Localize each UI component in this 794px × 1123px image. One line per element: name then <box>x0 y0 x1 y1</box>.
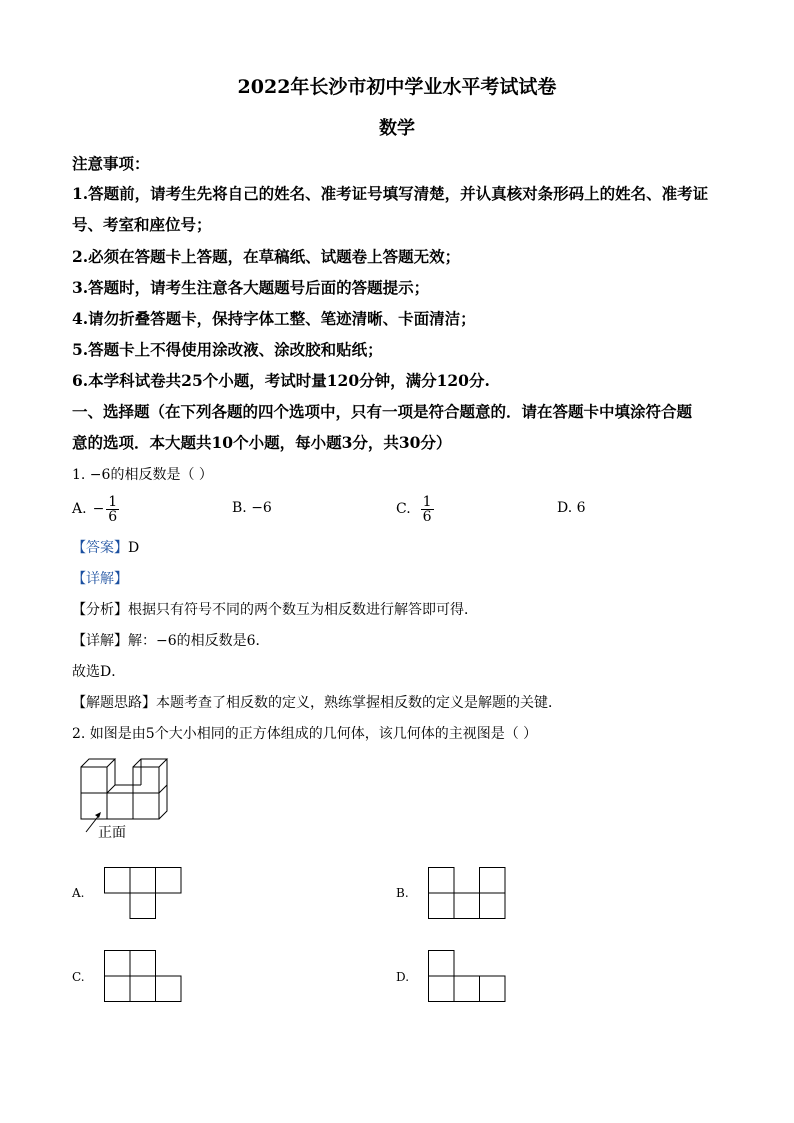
solution-text: 解：−6的相反数是6． <box>128 633 270 649</box>
notice-line-4: 3.答题时，请考生注意各大题题号后面的答题提示； <box>72 278 430 297</box>
notice-line-5: 4.请勿折叠答题卡，保持字体工整、笔迹清晰、卡面清洁； <box>72 309 476 328</box>
q1-conclusion: 故选D． <box>72 664 126 680</box>
q2-option-c-label: C. <box>72 970 85 984</box>
q2-option-d-figure <box>428 950 508 1004</box>
exam-title: 2022年长沙市初中学业水平考试试卷 <box>237 76 557 98</box>
q2-option-a-label: A. <box>72 886 85 900</box>
q2-option-d-label: D. <box>396 970 410 984</box>
notice-line-1: 1.答题前，请考生先将自己的姓名、准考证号填写清楚，并认真核对条形码上的姓名、准考证 <box>72 184 709 203</box>
subject-title: 数学 <box>379 118 415 139</box>
answer-tag: 【答案】 <box>72 540 128 556</box>
q1-option-c-fraction <box>421 495 434 524</box>
q2-option-a-figure <box>104 867 184 921</box>
q1-option-c-numerator: 1 <box>422 493 432 510</box>
section-heading-line-2: 意的选项．本大题共10个小题，每小题3分，共30分） <box>72 433 452 452</box>
q2-option-c-figure <box>104 950 184 1004</box>
q1-option-c-label: C. <box>396 501 411 517</box>
cube-figure <box>76 754 186 844</box>
q1-answer <box>72 537 139 557</box>
answer-value: D <box>128 540 140 556</box>
idea-text: 本题考查了相反数的定义，熟练掌握相反数的定义是解题的关键． <box>156 695 562 711</box>
analysis-tag: 【分析】 <box>72 602 128 618</box>
q1-idea <box>72 692 562 712</box>
q1-analysis <box>72 599 478 619</box>
q2-option-b-figure <box>428 867 508 921</box>
notice-line-2: 号、考室和座位号； <box>72 215 212 234</box>
notice-line-7: 6.本学科试卷共25个小题，考试时量120分钟，满分120分. <box>72 371 490 390</box>
detail-tag: 【详解】 <box>72 571 128 587</box>
notice-line-3: 2.必须在答题卡上答题，在草稿纸、试题卷上答题无效； <box>72 247 461 266</box>
q1-option-d: D. 6 <box>557 500 586 516</box>
notice-heading: 注意事项： <box>72 154 150 173</box>
q1-option-a-sign: − <box>92 501 105 517</box>
q1-option-a-denominator: 6 <box>108 508 118 525</box>
section-heading-line-1: 一、选择题（在下列各题的四个选项中，只有一项是符合题意的．请在答题卡中填涂符合题 <box>72 402 693 421</box>
q1-option-c-denominator: 6 <box>422 508 432 525</box>
q2-stem: 2. 如图是由5个大小相同的正方体组成的几何体，该几何体的主视图是（ ） <box>72 726 538 742</box>
q1-option-a <box>72 489 119 529</box>
q2-option-b-label: B. <box>396 886 409 900</box>
solution-tag: 【详解】 <box>72 633 128 649</box>
idea-tag: 【解题思路】 <box>72 695 156 711</box>
front-label: 正面 <box>98 825 126 841</box>
q1-option-b: B. −6 <box>232 500 272 516</box>
q1-stem: 1. −6的相反数是（ ） <box>72 467 213 483</box>
analysis-text: 根据只有符号不同的两个数互为相反数进行解答即可得． <box>128 602 478 618</box>
q1-option-a-fraction <box>106 495 119 524</box>
q1-solution <box>72 630 270 650</box>
q1-option-a-label: A. <box>72 501 87 517</box>
q1-option-c <box>396 489 434 529</box>
q1-option-a-numerator: 1 <box>108 493 118 510</box>
notice-line-6: 5.答题卡上不得使用涂改液、涂改胶和贴纸； <box>72 340 383 359</box>
